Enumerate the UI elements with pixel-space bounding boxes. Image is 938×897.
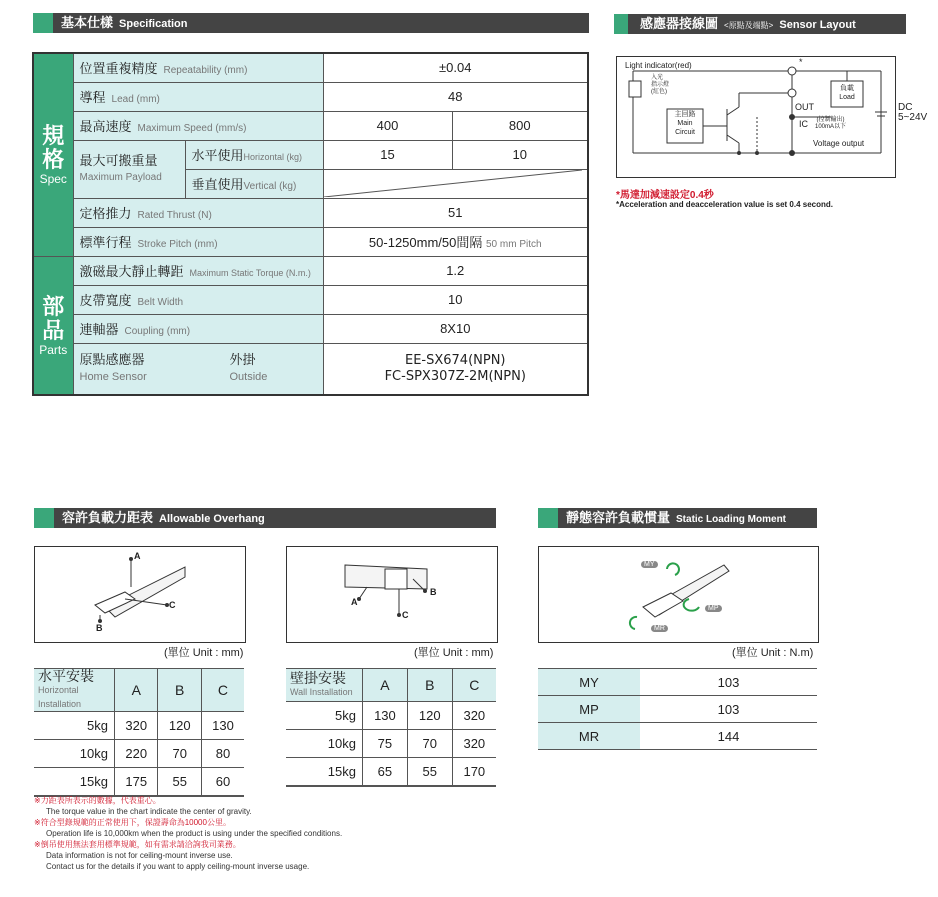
light-indicator-label: Light indicator(red) bbox=[625, 61, 692, 70]
repeat-value: ±0.04 bbox=[323, 53, 588, 82]
wall-table-header: 壁掛安裝 Wall Installation bbox=[286, 669, 363, 702]
spec-title: 基本仕樣 bbox=[61, 15, 114, 30]
sensor-note-en: *Acceleration and deacceleration value is set 0.4 second. bbox=[616, 200, 833, 209]
wall-col-b-header: B bbox=[407, 669, 452, 702]
moment-unit: (單位 Unit : N.m) bbox=[732, 647, 814, 659]
spec-table bbox=[32, 52, 589, 396]
table-row: 10kg 220 70 80 bbox=[34, 740, 244, 768]
moment-header: 靜態容許負載慣量 Static Loading Moment bbox=[538, 508, 817, 528]
payload-vertical-label: 垂直使用Vertical (kg) bbox=[185, 169, 323, 198]
wall-col-a-header: A bbox=[363, 669, 408, 702]
payload-horizontal-label: 水平使用Horizontal (kg) bbox=[185, 140, 323, 169]
speed-label: 最高速度 Maximum Speed (mm/s) bbox=[73, 111, 323, 140]
table-row: 10kg 75 70 320 bbox=[286, 730, 496, 758]
wall-point-b-label: B bbox=[430, 587, 437, 597]
moment-actuator-drawing bbox=[539, 547, 818, 642]
overhang-header: 容許負載力距表 Allowable Overhang bbox=[34, 508, 496, 528]
point-c-label: C bbox=[169, 600, 176, 610]
belt-label: 皮帶寬度 Belt Width bbox=[73, 285, 323, 314]
belt-value: 10 bbox=[323, 285, 588, 314]
horizontal-unit: (單位 Unit : mm) bbox=[164, 647, 244, 659]
sensor-label: 原點感應器 Home Sensor 外掛 Outside bbox=[73, 343, 323, 395]
wall-install-diagram bbox=[286, 546, 498, 643]
wall-point-a-label: A bbox=[351, 597, 358, 607]
thrust-value: 51 bbox=[323, 198, 588, 227]
payload-h-value-1: 15 bbox=[323, 140, 452, 169]
sensor-layout-header: 感應器接線圖 <原點及端點> Sensor Layout bbox=[614, 14, 906, 34]
col-b-header: B bbox=[158, 669, 201, 712]
note-1-cn: ※力距表所表示的數據，代表重心。 bbox=[34, 796, 161, 805]
thrust-label: 定格推力 Rated Thrust (N) bbox=[73, 198, 323, 227]
spec-header bbox=[33, 13, 589, 33]
note-2-en: Operation life is 10,000km when the product is using under the specified conditions. bbox=[46, 829, 343, 838]
wall-overhang-table bbox=[286, 668, 496, 787]
col-a-header: A bbox=[115, 669, 158, 712]
payload-h-value-2: 10 bbox=[452, 140, 588, 169]
moment-diagram bbox=[538, 546, 819, 643]
my-tag: MY bbox=[641, 561, 658, 568]
stroke-value: 50-1250mm/50間隔 50 mm Pitch bbox=[323, 227, 588, 256]
note-1-en: The torque value in the chart indicate the center of gravity. bbox=[46, 807, 252, 816]
sensor-note-cn: *馬達加減速設定0.4秒 bbox=[616, 190, 714, 201]
col-c-header: C bbox=[201, 669, 244, 712]
coupling-label: 連軸器 Coupling (mm) bbox=[73, 314, 323, 343]
dc-label: DC 5~24V bbox=[898, 102, 928, 123]
voltage-output-label: Voltage output bbox=[813, 139, 865, 148]
load-label: 負載 Load bbox=[839, 85, 855, 101]
horizontal-overhang-table bbox=[34, 668, 244, 797]
torque-value: 1.2 bbox=[323, 256, 588, 285]
spec-group-label: 規格 Spec bbox=[33, 53, 73, 256]
out-label: OUT bbox=[795, 102, 814, 112]
parts-group-label: 部品 Parts bbox=[33, 256, 73, 395]
stroke-label: 標準行程 Stroke Pitch (mm) bbox=[73, 227, 323, 256]
table-row: MP 103 bbox=[538, 696, 817, 723]
lead-label: 導程 Lead (mm) bbox=[73, 82, 323, 111]
speed-value-2: 800 bbox=[452, 111, 588, 140]
horizontal-table-header: 水平安裝 Horizontal Installation bbox=[34, 669, 115, 712]
mr-tag: MR bbox=[651, 625, 668, 632]
note-3-cn: ※倒吊使用無法套用標準規範，如有需求請洽詢我司業務。 bbox=[34, 840, 241, 849]
main-circuit-label: 主回路 Main Circuit bbox=[674, 111, 696, 136]
note-3-en-1: Data information is not for ceiling-mount inverse use. bbox=[46, 851, 233, 860]
header-accent bbox=[33, 13, 53, 33]
mp-tag: MP bbox=[705, 605, 722, 612]
star-mark: * bbox=[799, 57, 803, 67]
sensor-wiring-diagram: Light indicator(red) 入光 指示燈 (紅色) 主回路 Main Circuit 負載 Load OUT IC (控制輸出) 100mA以下 Voltage output * bbox=[616, 56, 896, 178]
spec-title-en: Specification bbox=[119, 18, 188, 30]
lead-value: 48 bbox=[323, 82, 588, 111]
point-b-label: B bbox=[96, 623, 103, 633]
note-3-en-2: Contact us for the details if you want to apply ceiling-mount inverse usage. bbox=[46, 862, 310, 871]
table-row: MY 103 bbox=[538, 669, 817, 696]
wall-col-c-header: C bbox=[452, 669, 496, 702]
ic-label: IC bbox=[799, 119, 808, 129]
note-2-cn: ※符合型錄規範的正常使用下，保證壽命為10000公里。 bbox=[34, 818, 231, 827]
moment-table bbox=[538, 668, 817, 750]
payload-label: 最大可搬重量 Maximum Payload bbox=[73, 140, 185, 198]
table-row: 15kg 175 55 60 bbox=[34, 768, 244, 797]
diagonal-line bbox=[324, 170, 582, 197]
wall-actuator-drawing bbox=[287, 547, 497, 642]
sensor-value: EE-SX674(NPN) FC-SPX307Z-2M(NPN) bbox=[323, 343, 588, 395]
wall-unit: (單位 Unit : mm) bbox=[414, 647, 494, 659]
table-row: MR 144 bbox=[538, 723, 817, 750]
payload-vertical-na bbox=[323, 169, 588, 198]
horizontal-actuator-drawing bbox=[35, 547, 245, 642]
coupling-value: 8X10 bbox=[323, 314, 588, 343]
footnotes bbox=[34, 795, 342, 872]
table-row: 5kg 320 120 130 bbox=[34, 712, 244, 740]
horizontal-install-diagram bbox=[34, 546, 246, 643]
wall-point-c-label: C bbox=[402, 610, 409, 620]
table-row: 15kg 65 55 170 bbox=[286, 758, 496, 787]
table-row: 5kg 130 120 320 bbox=[286, 702, 496, 730]
repeat-label: 位置重複精度 Repeatability (mm) bbox=[73, 53, 323, 82]
speed-value-1: 400 bbox=[323, 111, 452, 140]
torque-label: 激磁最大靜止轉距 Maximum Static Torque (N.m.) bbox=[73, 256, 323, 285]
point-a-label: A bbox=[134, 551, 141, 561]
